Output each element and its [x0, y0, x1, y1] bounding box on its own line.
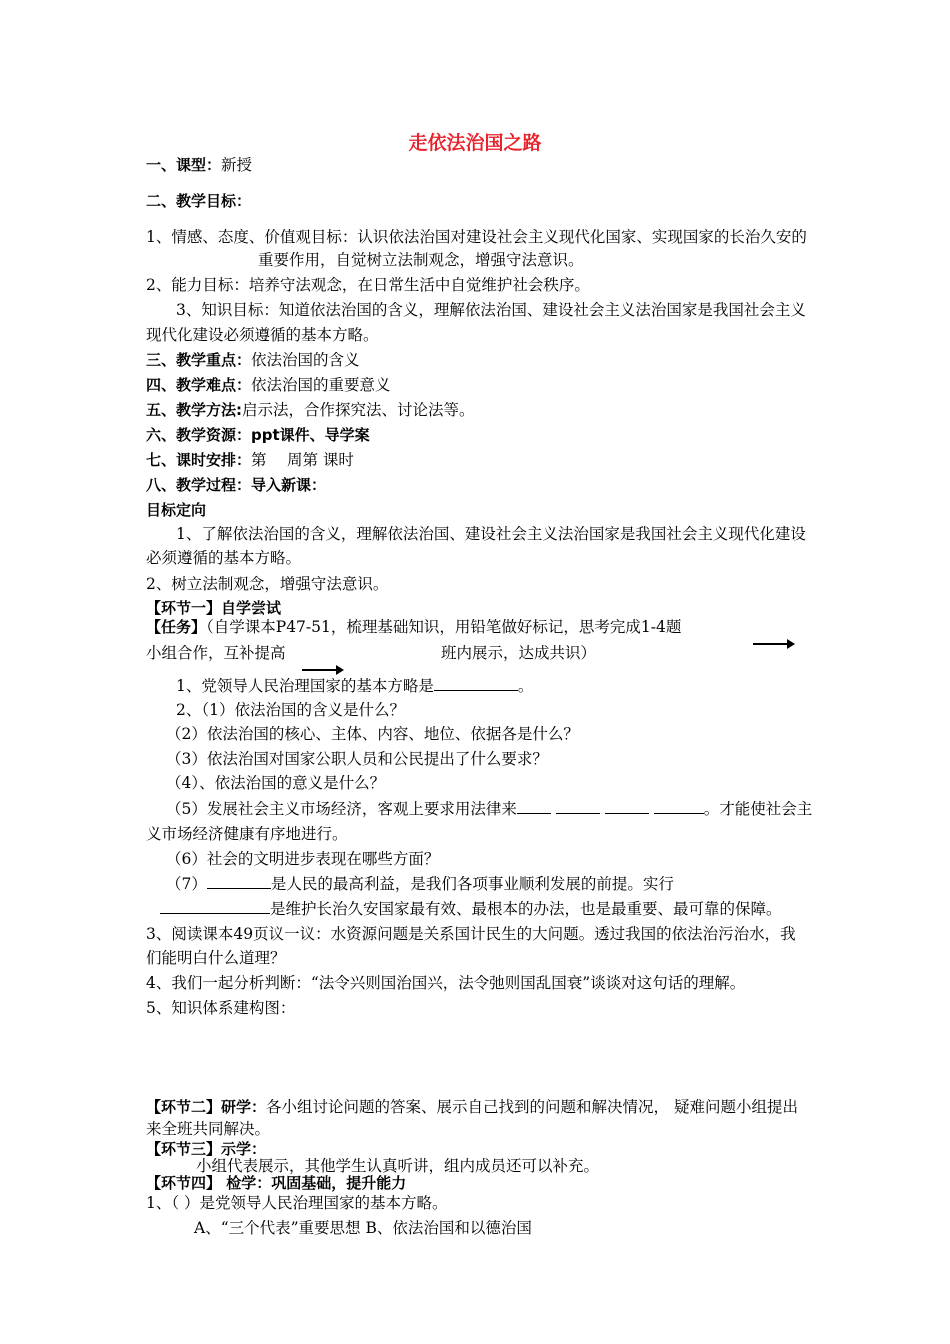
- question-1-end: 。: [517, 677, 534, 695]
- method-value: 启示法，合作探究法、讨论法等。: [242, 401, 475, 419]
- target1-line2: 必须遵循的基本方略。: [146, 549, 302, 567]
- difficulty-value: 依法治国的重要意义: [251, 376, 391, 394]
- step4: [146, 1173, 406, 1193]
- task-line2a: 小组合作，互补提高: [146, 644, 286, 662]
- task: [146, 617, 681, 637]
- question-2-7-line2-text: 是维护长治久安国家最有效、最根本的办法，也是最重要、最可靠的保障。: [270, 900, 782, 918]
- lesson-type-value: 新授: [221, 156, 253, 174]
- schedule: [146, 450, 354, 470]
- lesson-type-label: 一、课型：: [146, 156, 222, 174]
- page-title: 走依法治国之路: [408, 132, 542, 154]
- answer-blank[interactable]: [434, 676, 518, 691]
- question-2-3: （3）依法治国对国家公职人员和公民提出了什么要求？: [166, 750, 548, 768]
- answer-blank[interactable]: [207, 874, 271, 889]
- question-2-7-line2: [160, 899, 782, 919]
- target2: 2、树立法制观念，增强守法意识。: [146, 575, 389, 593]
- exercise-1: 1、（ ）是党领导人民治理国家的基本方略。: [146, 1194, 448, 1212]
- difficulty-label: 四、教学难点：: [146, 376, 252, 394]
- question-2-5: [166, 799, 812, 819]
- key-point: [146, 350, 360, 370]
- target-heading: 目标定向: [146, 501, 207, 519]
- answer-blank[interactable]: [517, 799, 551, 814]
- question-5: 5、知识体系建构图：: [146, 999, 296, 1017]
- step2-value: 各小组讨论问题的答案、展示自己找到的问题和解决情况， 疑难问题小组提出: [266, 1098, 798, 1116]
- question-2-2: （2）依法治国的核心、主体、内容、地位、依据各是什么？: [166, 725, 579, 743]
- question-3-line2: 们能明白什么道理？: [146, 949, 286, 967]
- resources: 六、教学资源：ppt课件、导学案: [146, 426, 370, 444]
- target1-line1: 1、了解依法治国的含义，理解依法治国、建设社会主义法治国家是我国社会主义现代化建设: [176, 525, 806, 543]
- question-1-text: 1、党领导人民治理国家的基本方略是: [176, 677, 434, 695]
- question-1: [176, 676, 533, 696]
- question-2-6: （6）社会的文明进步表现在哪些方面？: [166, 850, 440, 868]
- step2-line2: 来全班共同解决。: [146, 1120, 271, 1138]
- question-2-5-line2: 义市场经济健康有序地进行。: [146, 825, 348, 843]
- key-point-value: 依法治国的含义: [251, 351, 360, 369]
- lesson-type: [146, 155, 252, 175]
- question-2-7-prefix: （7）: [166, 875, 207, 893]
- question-2-4: （4）、依法治国的意义是什么？: [166, 774, 386, 792]
- arrow-icon: [753, 643, 793, 645]
- question-4: 4、我们一起分析判断：“法令兴则国治国兴，法令弛则国乱国衰”谈谈对这句话的理解。: [146, 974, 746, 992]
- goal3-line2: 现代化建设必须遵循的基本方略。: [146, 326, 379, 344]
- arrow-icon: [302, 669, 342, 671]
- question-2-5-end: 。才能使社会主: [703, 800, 813, 818]
- task-line2b: 班内展示，达成共识）: [441, 644, 597, 662]
- step3-line2: 小组代表展示，其他学生认真听讲，组内成员还可以补充。: [196, 1157, 600, 1175]
- step3-label: 【环节三】: [146, 1140, 222, 1158]
- step4-label: 【环节四】: [146, 1174, 222, 1192]
- schedule-value: 第 周第 课时: [251, 451, 354, 469]
- answer-blank[interactable]: [605, 799, 649, 814]
- objectives-heading: 二、教学目标：: [146, 192, 252, 210]
- question-2-7-text: 是人民的最高利益，是我们各项事业顺利发展的前提。实行: [270, 875, 674, 893]
- key-point-label: 三、教学重点：: [146, 351, 252, 369]
- step1: [146, 598, 281, 618]
- step4-value: 检学：巩固基础，提升能力: [221, 1174, 407, 1192]
- step1-value: 自学尝试: [221, 599, 282, 617]
- schedule-label: 七、课时安排：: [146, 451, 252, 469]
- question-2: 2、（1）依法治国的含义是什么？: [176, 701, 405, 719]
- process: 八、教学过程：导入新课：: [146, 476, 327, 494]
- exercise-1-options: A、“三个代表”重要思想 B、依法治国和以德治国: [194, 1219, 532, 1237]
- goal2: 2、能力目标：培养守法观念，在日常生活中自觉维护社会秩序。: [146, 276, 590, 294]
- method: [146, 400, 475, 420]
- step3-value: 示学：: [221, 1140, 267, 1158]
- difficulty: [146, 375, 391, 395]
- step2-label: 【环节二】研学：: [146, 1098, 267, 1116]
- step2: [146, 1097, 798, 1117]
- goal1-line2: 重要作用，自觉树立法制观念，增强守法意识。: [258, 251, 584, 269]
- goal1-line1: 1、情感、态度、价值观目标：认识依法治国对建设社会主义现代化国家、实现国家的长治久安的: [146, 228, 807, 246]
- task-label: 【任务】: [146, 618, 207, 636]
- answer-blank[interactable]: [556, 799, 600, 814]
- method-label: 五、教学方法:: [146, 401, 242, 419]
- question-2-5-text: （5）发展社会主义市场经济，客观上要求用法律来: [166, 800, 517, 818]
- question-2-7: [166, 874, 674, 894]
- task-value: （自学课本P47-51，梳理基础知识，用铅笔做好标记，思考完成1-4题: [206, 618, 682, 636]
- step1-label: 【环节一】: [146, 599, 222, 617]
- answer-blank[interactable]: [160, 899, 270, 914]
- question-3-line1: 3、阅读课本49页议一议：水资源问题是关系国计民生的大问题。透过我国的依法治污治水，我: [146, 925, 796, 943]
- answer-blank[interactable]: [654, 799, 704, 814]
- goal3-line1: 3、知识目标：知道依法治国的含义，理解依法治国、建设社会主义法治国家是我国社会主义: [176, 301, 806, 319]
